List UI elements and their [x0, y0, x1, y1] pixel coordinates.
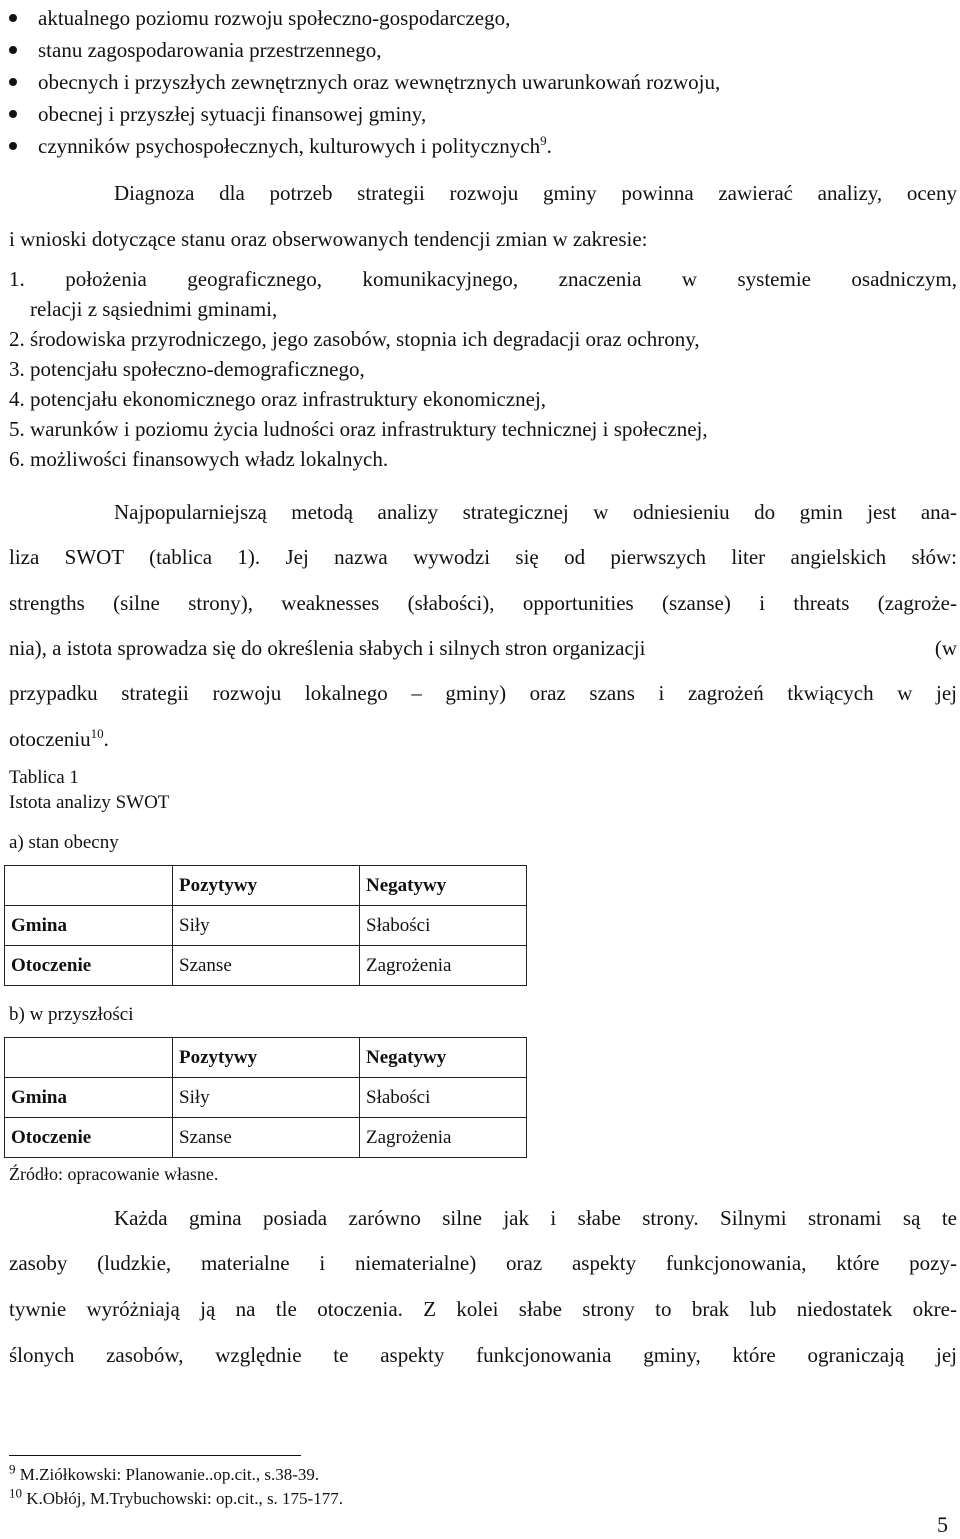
footnote: $^{10}$ K.Obłój, M.Trybuchowski: op.cit., s. 175-177. — [9, 1485, 343, 1508]
bullet-item: czynników psychospołecznych, kulturowych i politycznych$^9$. — [0, 130, 930, 162]
table-source: Źródło: opracowanie własne. — [9, 1164, 219, 1184]
footnote: $^9$ M.Ziółkowski: Planowanie..op.cit., s.38-39. — [9, 1461, 320, 1484]
bullet-list — [0, 2, 930, 162]
list-item: 2. środowiska przyrodniczego, jego zasobów, stopnia ich degradacji oraz ochrony, — [9, 327, 700, 351]
table-header-row: Pozytywy Negatywy — [5, 1038, 527, 1078]
intro-paragraph: Diagnoza dla potrzeb strategii rozwoju gminy powinna zawierać analizy, oceny i wnioski dotyczące stanu oraz obserwowanych tendencji zmian w zakresie: — [9, 181, 957, 251]
list-item: 6. możliwości finansowych władz lokalnych. — [9, 447, 389, 471]
bullet-dot-icon — [9, 78, 17, 86]
table-subtitle: a) stan obecny — [9, 832, 119, 853]
table-header-row: Pozytywy Negatywy — [5, 866, 527, 906]
swot-table-future — [4, 1037, 527, 1158]
table-subtitle: b) w przyszłości — [9, 1004, 134, 1025]
list-item: 1. położenia geograficznego, komunikacyjnego, znaczenia w systemie osadniczym, relacji z sąsiednimi gminami, — [9, 267, 957, 321]
footnote-ref: 10 — [90, 726, 104, 741]
table-row: Otoczenie Szanse Zagrożenia — [5, 946, 527, 986]
bullet-dot-icon — [9, 14, 17, 22]
table-row: Otoczenie Szanse Zagrożenia — [5, 1118, 527, 1158]
bullet-dot-icon — [9, 46, 17, 54]
footnote-ref: 9 — [540, 133, 547, 148]
swot-table-current — [4, 865, 527, 986]
list-item: 4. potencjału ekonomicznego oraz infrastruktury ekonomicznej, — [9, 387, 547, 411]
bullet-dot-icon — [9, 110, 17, 118]
table-row: Gmina Siły Słabości — [5, 1078, 527, 1118]
list-item: 5. warunków i poziomu życia ludności oraz infrastruktury technicznej i społecznej, — [9, 417, 708, 441]
table-title: Istota analizy SWOT — [9, 792, 170, 813]
footnote-separator — [9, 1455, 301, 1456]
bullet-item: stanu zagospodarowania przestrzennego, — [0, 34, 930, 66]
bullet-dot-icon — [9, 142, 17, 150]
numbered-list — [9, 264, 957, 474]
closing-paragraph: Każda gmina posiada zarówno silne jak i słabe strony. Silnymi stronami są te zasoby (ludzkie, materialne i niematerialne) oraz aspekty funkcjonowania, które pozy- tywnie wyróżniają ją na tle otoczenia. Z kolei słabe strony to brak lub niedostatek okre- ślonych zasobów, względnie te aspekty funkcjonowania gminy, które ograniczają jej — [9, 1206, 957, 1367]
bullet-item: obecnej i przyszłej sytuacji finansowej gminy, — [0, 98, 930, 130]
page-number: 5 — [937, 1512, 948, 1537]
swot-paragraph: Najpopularniejszą metodą analizy strategicznej w odniesieniu do gmin jest ana- liza SWOT (tablica 1). Jej nazwa wywodzi się od pierwszych liter angielskich słów: strengths (silne strony), weaknesses (słabości), opportunities (szanse) i threats (zagroże- nia), a istota sprowadza się do określenia słabych i silnych stron organizacji (w przypadku strategii rozwoju lokalnego – gminy) oraz szans i zagrożeń tkwiących w jej otoczeniu$^{10}$. — [9, 500, 957, 751]
bullet-item: obecnych i przyszłych zewnętrznych oraz wewnętrznych uwarunkowań rozwoju, — [0, 66, 930, 98]
table-row: Gmina Siły Słabości — [5, 906, 527, 946]
table-label: Tablica 1 — [9, 767, 79, 788]
list-item: 3. potencjału społeczno-demograficznego, — [9, 357, 365, 381]
bullet-item: aktualnego poziomu rozwoju społeczno-gospodarczego, — [0, 2, 930, 34]
